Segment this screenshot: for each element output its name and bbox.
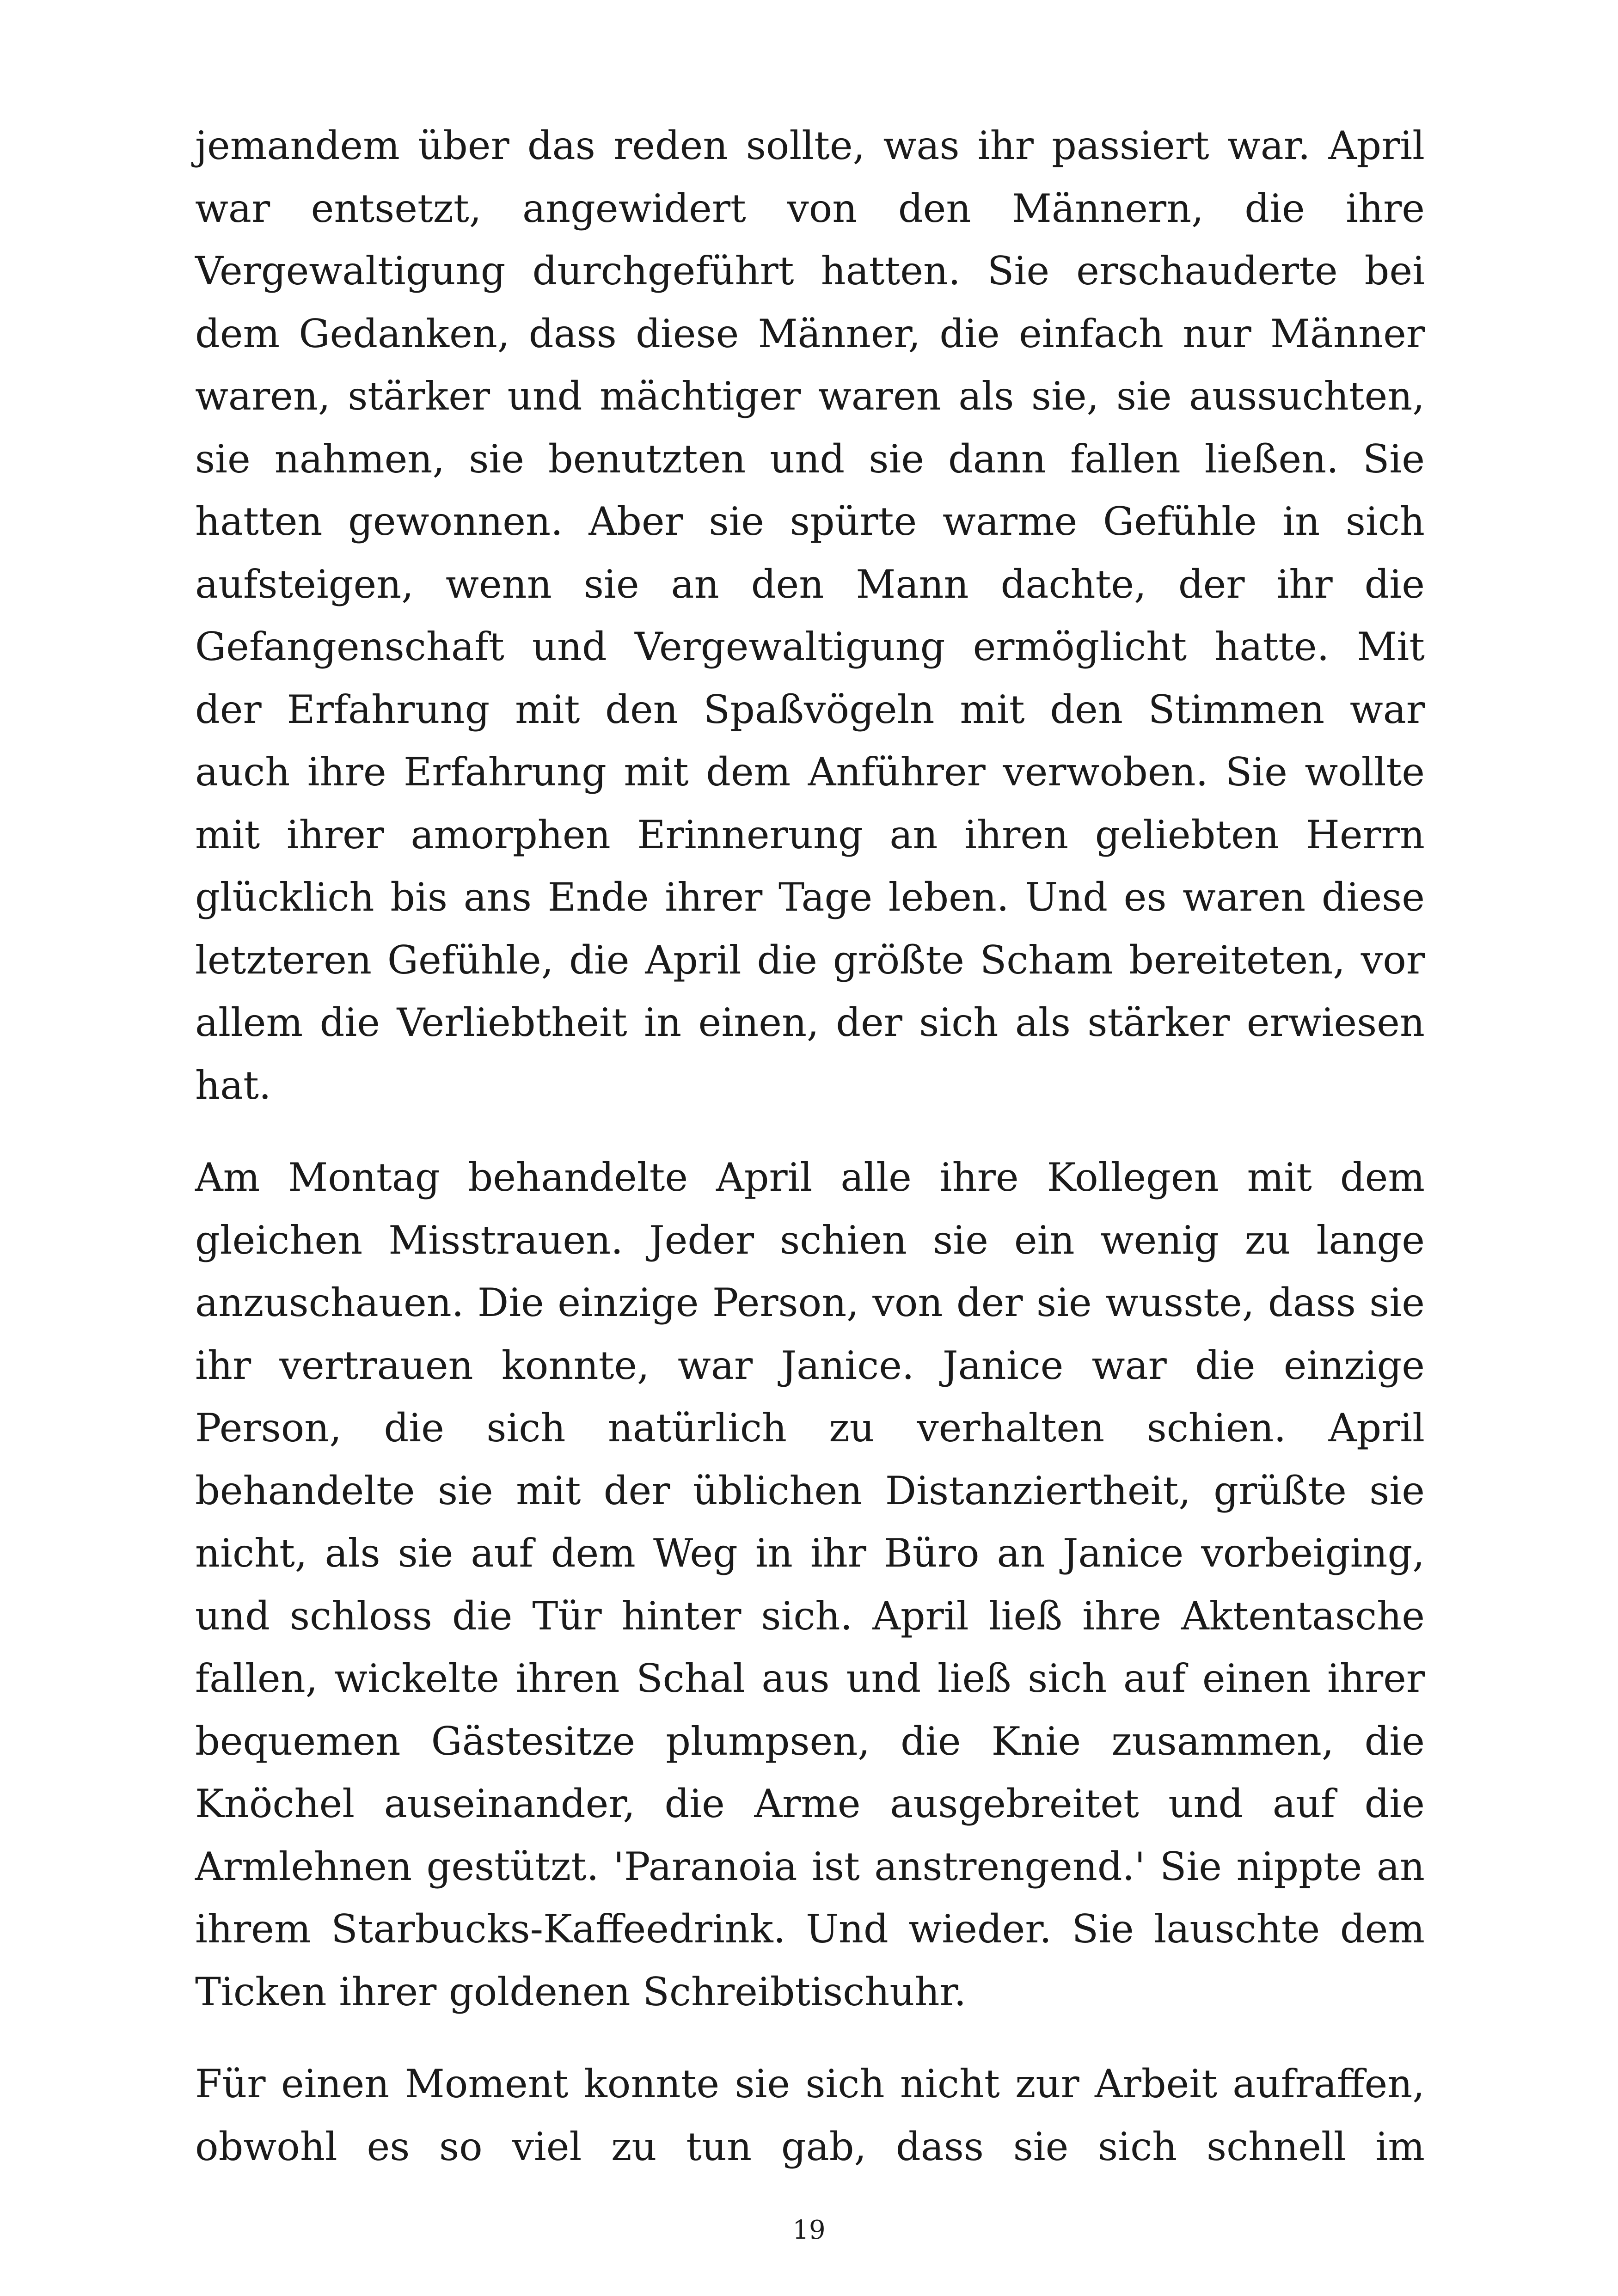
paragraph-3: Für einen Moment konnte sie sich nicht zur Arbeit aufraffen, obwohl es so viel zu tun gab, dass sie sich schnell im — [195, 2061, 1425, 2169]
paragraph-2: Am Montag behandelte April alle ihre Kollegen mit dem gleichen Misstrauen. Jeder schien sie ein wenig zu lange anzuschauen. Die einzige Person, von der sie wusste, dass sie ihr vertrauen konnte, war Janice. Janice war die einzige Person, die sich natürlich zu verhalten schien. April behandelte sie mit der üblichen Distanziertheit, grüßte sie nicht, als sie auf dem Weg in ihr Büro an Janice vorbeiging, und schloss die Tür hinter sich. April ließ ihre Aktentasche fallen, wickelte ihren Schal aus und ließ sich auf einen ihrer bequemen Gästesitze plumpsen, die Knie zusammen, die Knöchel auseinander, die Arme ausgebreitet und auf die Armlehnen gestützt. 'Paranoia ist anstrengend.' Sie nippte an ihrem Starbucks-Kaffeedrink. Und wieder. Sie lauschte dem Ticken ihrer goldenen Schreibtischuhr. — [195, 1155, 1425, 2014]
page-number: 19 — [792, 2215, 826, 2245]
body-text — [195, 115, 1425, 2178]
paragraph-1: jemandem über das reden sollte, was ihr passiert war. April war entsetzt, angewidert von den Männern, die ihre Vergewaltigung durchgeführt hatten. Sie erschauderte bei dem Gedanken, dass diese Männer, die einfach nur Männer waren, stärker und mächtiger waren als sie, sie aussuchten, sie nahmen, sie benutzten und sie dann fallen ließen. Sie hatten gewonnen. Aber sie spürte warme Gefühle in sich aufsteigen, wenn sie an den Mann dachte, der ihr die Gefangenschaft und Vergewaltigung ermöglicht hatte. Mit der Erfahrung mit den Spaßvögeln mit den Stimmen war auch ihre Erfahrung mit dem Anführer verwoben. Sie wollte mit ihrer amorphen Erinnerung an ihren geliebten Herrn glücklich bis ans Ende ihrer Tage leben. Und es waren diese letzteren Gefühle, die April die größte Scham bereiteten, vor allem die Verliebtheit in einen, der sich als stärker erwiesen hat. — [195, 123, 1425, 1108]
